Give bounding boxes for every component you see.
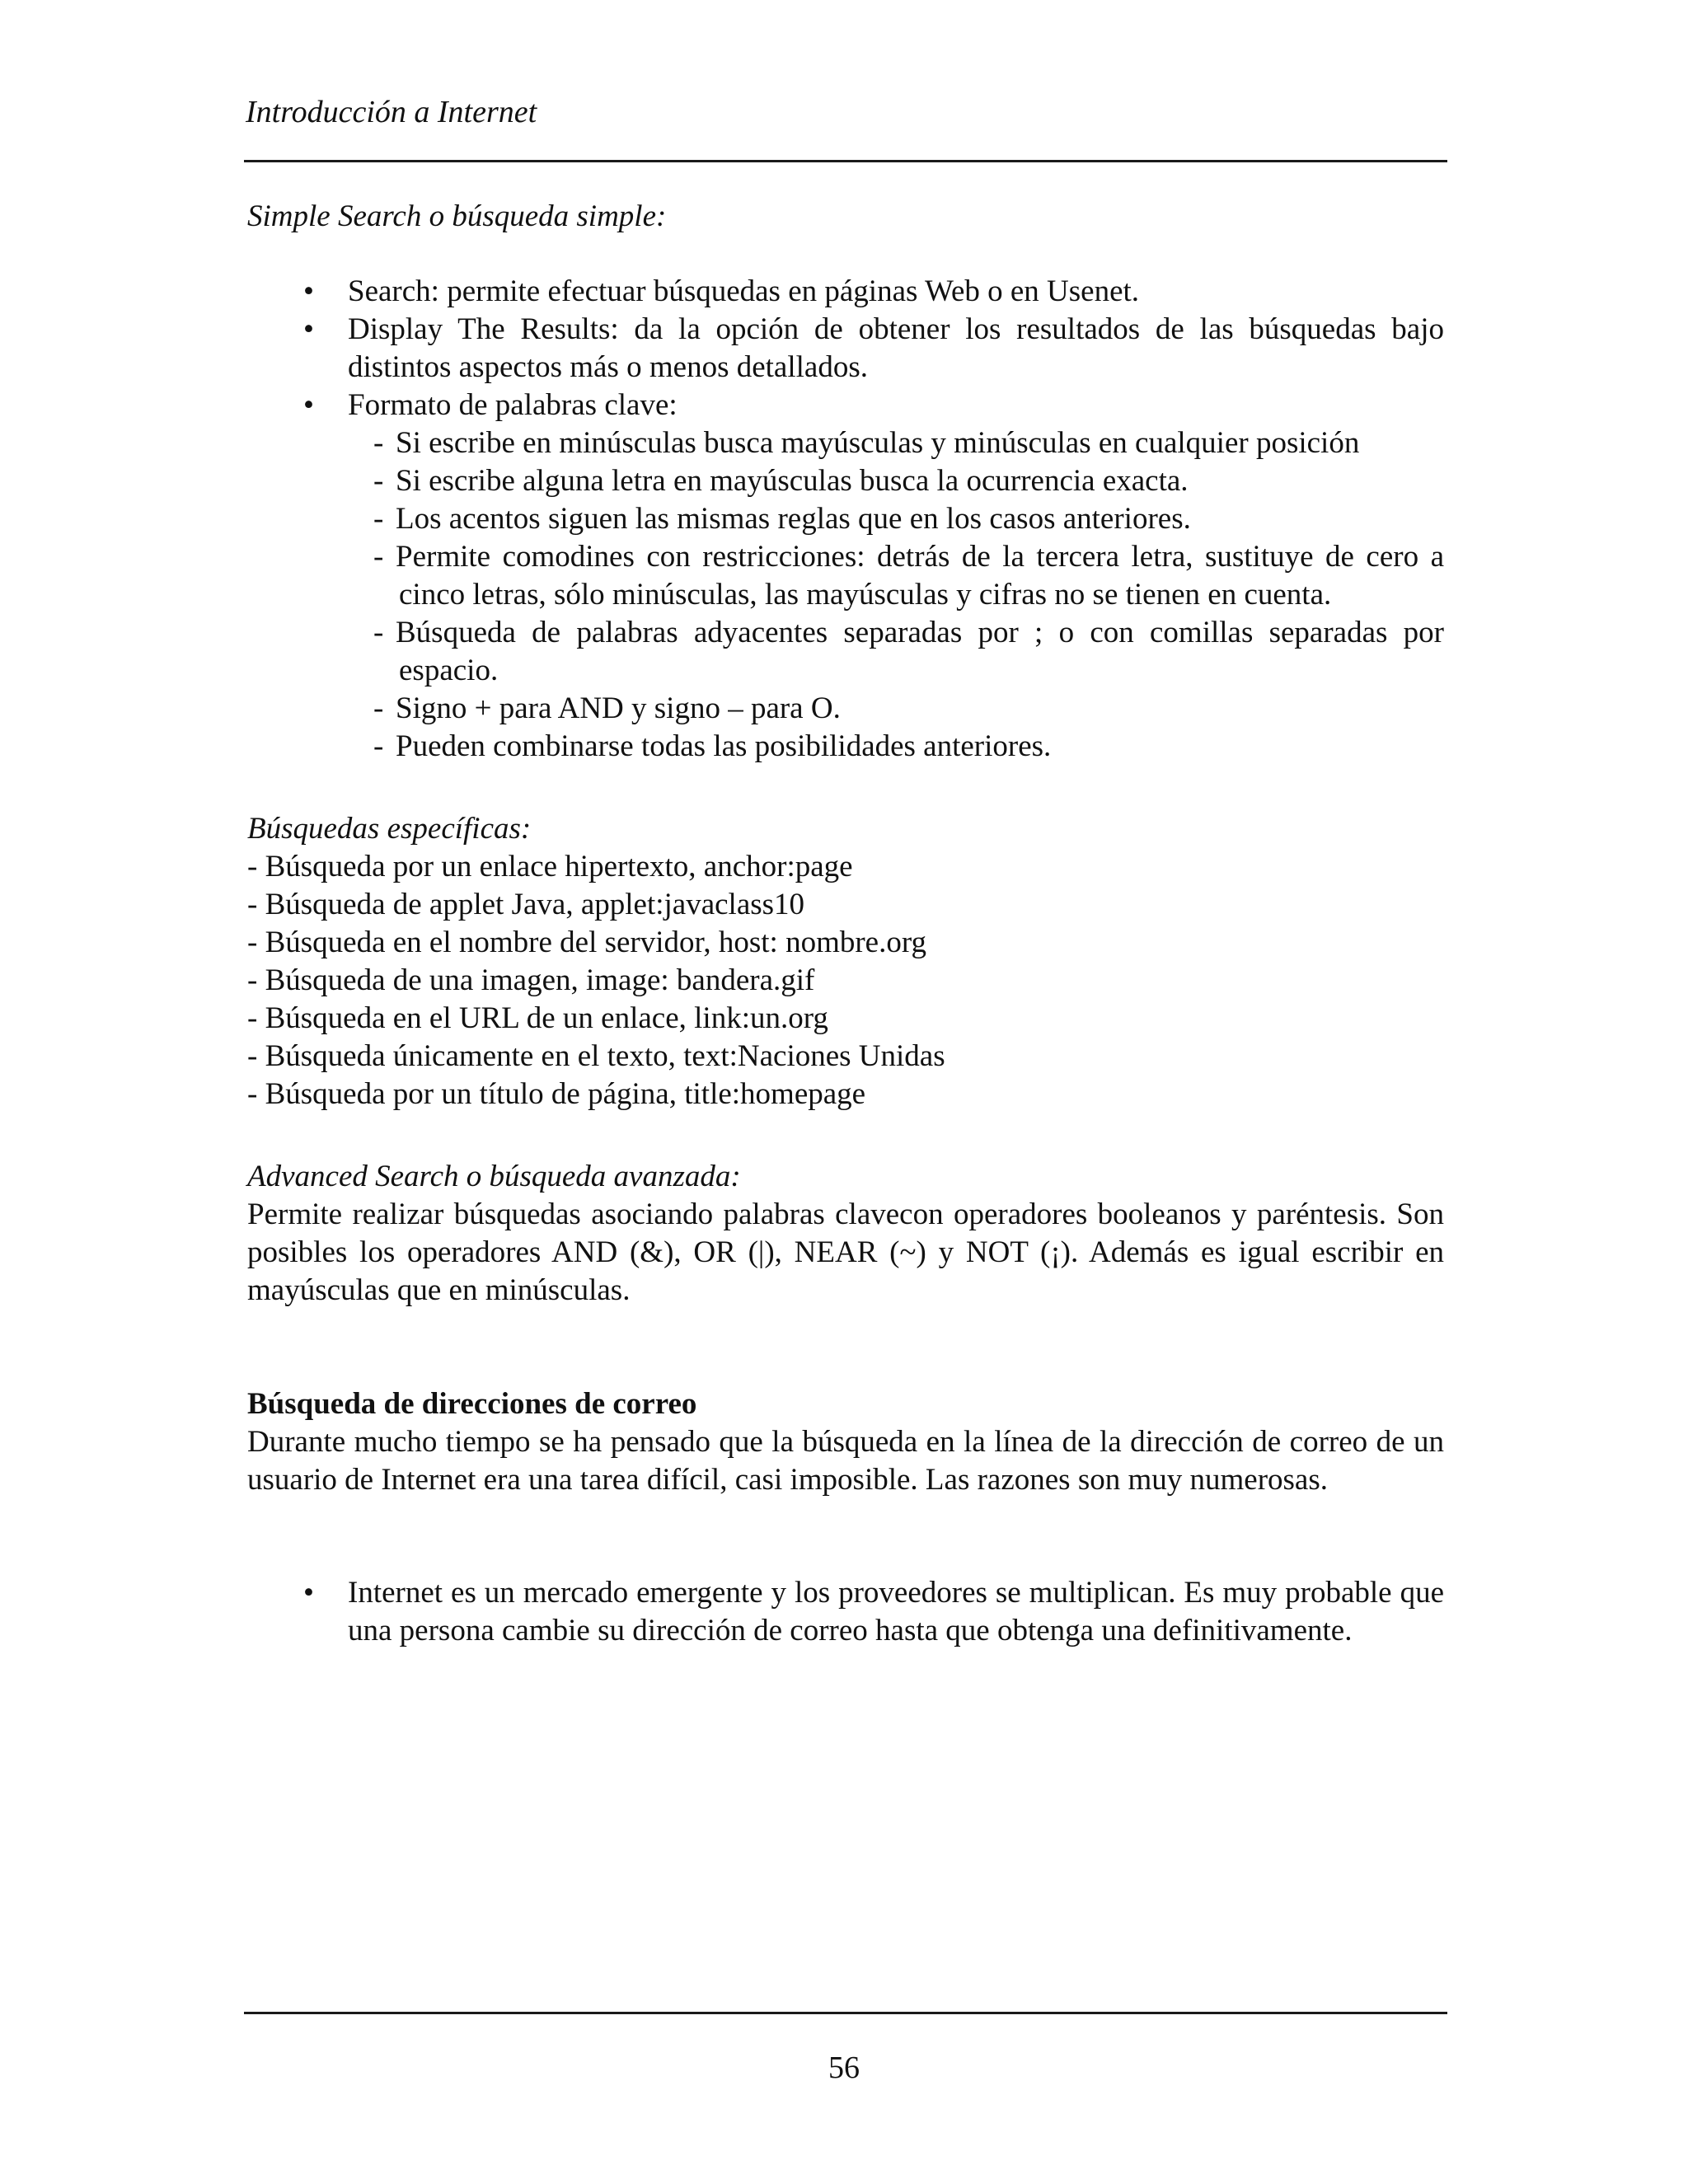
keyword-rule-item xyxy=(373,728,1444,766)
dash-marker: - xyxy=(373,691,384,725)
bullet-text: Internet es un mercado emergente y los proveedores se multiplican. Es muy probable que una persona cambie su dirección de correo hasta que obtenga una definitivamente. xyxy=(348,1576,1444,1647)
bullet-item xyxy=(247,273,1444,311)
bullet-dot-icon: • xyxy=(303,388,314,422)
dash-marker: - xyxy=(373,464,384,498)
keyword-rule-text: Si escribe en minúsculas busca mayúsculas y minúsculas en cualquier posición xyxy=(396,426,1360,460)
footer-rule xyxy=(244,2012,1447,2014)
bullet-item xyxy=(247,311,1444,387)
running-header: Introducción a Internet xyxy=(246,95,537,129)
bullet-dot-icon: • xyxy=(303,1576,314,1610)
keyword-rule-item xyxy=(373,538,1444,614)
specific-search-heading: Búsquedas específicas: xyxy=(247,812,532,846)
bullet-dot-icon: • xyxy=(303,312,314,346)
email-search-heading: Búsqueda de direcciones de correo xyxy=(247,1387,697,1421)
keyword-rule-item xyxy=(373,462,1444,500)
advanced-search-heading: Advanced Search o búsqueda avanzada: xyxy=(247,1160,741,1193)
bullet-text: Search: permite efectuar búsquedas en páginas Web o en Usenet. xyxy=(348,274,1140,308)
bullet-text: Formato de palabras clave: xyxy=(348,388,678,422)
specific-search-item: - Búsqueda por un título de página, title:homepage xyxy=(247,1077,866,1111)
email-search-paragraph: Durante mucho tiempo se ha pensado que la búsqueda en la línea de la dirección de correo de un usuario de Internet era una tarea difícil, casi imposible. Las razones son muy numerosas. xyxy=(247,1425,1444,1497)
keyword-rule-item xyxy=(373,690,1444,728)
simple-search-bullets xyxy=(247,273,1444,766)
keyword-rule-text: Signo + para AND y signo – para O. xyxy=(396,691,841,725)
dash-marker: - xyxy=(373,729,384,763)
keyword-rule-item xyxy=(373,424,1444,462)
bullet-text: Display The Results: da la opción de obtener los resultados de las búsquedas bajo distintos aspectos más o menos detallados. xyxy=(348,312,1444,384)
specific-search-list xyxy=(247,848,1444,1113)
keyword-rule-text: Si escribe alguna letra en mayúsculas busca la ocurrencia exacta. xyxy=(396,464,1189,498)
keyword-rule-text: Permite comodines con restricciones: detrás de la tercera letra, sustituye de cero a cinco letras, sólo minúsculas, las mayúsculas y cifras no se tienen en cuenta. xyxy=(396,540,1444,612)
email-search-bullets xyxy=(247,1574,1444,1650)
bullet-item xyxy=(247,387,1444,766)
keyword-rules-list xyxy=(348,424,1444,766)
header-rule xyxy=(244,160,1447,162)
bullet-dot-icon: • xyxy=(303,274,314,308)
dash-marker: - xyxy=(373,616,384,649)
dash-marker: - xyxy=(373,540,384,574)
page-number: 56 xyxy=(828,2050,860,2085)
dash-marker: - xyxy=(373,426,384,460)
specific-search-item: - Búsqueda únicamente en el texto, text:Naciones Unidas xyxy=(247,1039,945,1073)
dash-marker: - xyxy=(373,502,384,536)
page-content xyxy=(247,198,1444,1650)
bullet-item xyxy=(247,1574,1444,1650)
keyword-rule-text: Búsqueda de palabras adyacentes separadas por ; o con comillas separadas por espacio. xyxy=(396,616,1444,687)
keyword-rule-item xyxy=(373,614,1444,690)
specific-search-item: - Búsqueda en el nombre del servidor, host: nombre.org xyxy=(247,926,926,959)
specific-search-item: - Búsqueda en el URL de un enlace, link:un.org xyxy=(247,1001,828,1035)
advanced-search-paragraph: Permite realizar búsquedas asociando palabras clavecon operadores booleanos y paréntesis. Son posibles los operadores AND (&), OR (|), NEAR (~) y NOT (¡). Además es igual escribir en mayúsculas que en minúsculas. xyxy=(247,1197,1444,1307)
specific-search-item: - Búsqueda por un enlace hipertexto, anchor:page xyxy=(247,850,853,883)
specific-search-item: - Búsqueda de applet Java, applet:javaclass10 xyxy=(247,888,805,921)
simple-search-heading: Simple Search o búsqueda simple: xyxy=(247,199,667,233)
keyword-rule-item xyxy=(373,500,1444,538)
keyword-rule-text: Los acentos siguen las mismas reglas que en los casos anteriores. xyxy=(396,502,1191,536)
specific-search-item: - Búsqueda de una imagen, image: bandera.gif xyxy=(247,963,815,997)
keyword-rule-text: Pueden combinarse todas las posibilidades anteriores. xyxy=(396,729,1052,763)
